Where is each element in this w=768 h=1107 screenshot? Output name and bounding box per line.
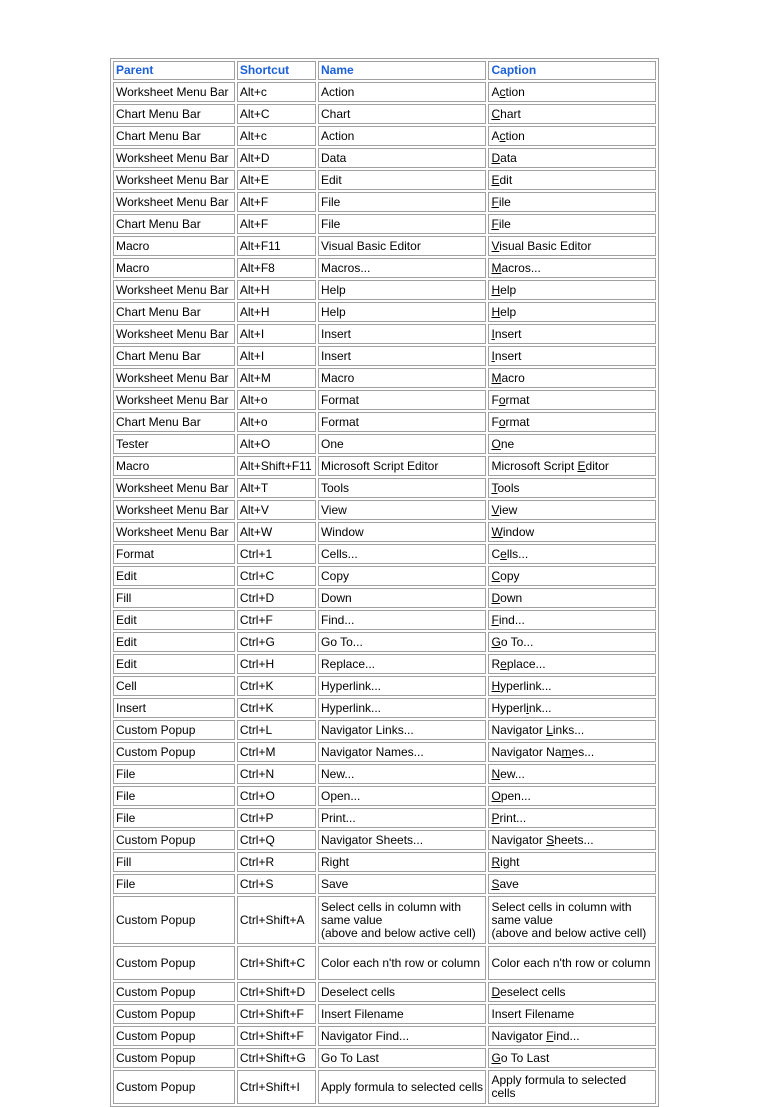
cell-name: Insert: [318, 324, 487, 344]
cell-shortcut: Ctrl+K: [237, 698, 316, 718]
table-row: [113, 852, 656, 872]
accelerator-key: S: [546, 832, 555, 847]
cell-shortcut: Alt+C: [237, 104, 316, 124]
cell-name: Save: [318, 874, 487, 894]
cell-parent: Insert: [113, 698, 235, 718]
cell-name: Navigator Sheets...: [318, 830, 487, 850]
cell-caption: Insert Filename: [488, 1004, 656, 1024]
accelerator-key: S: [491, 876, 500, 891]
table-row: [113, 500, 656, 520]
cell-name: Hyperlink...: [318, 698, 487, 718]
accelerator-key: F: [546, 1028, 554, 1043]
cell-shortcut: Alt+c: [237, 82, 316, 102]
cell-shortcut: Ctrl+S: [237, 874, 316, 894]
cell-parent: File: [113, 764, 235, 784]
accelerator-key: F: [491, 194, 499, 209]
cell-shortcut: Ctrl+L: [237, 720, 316, 740]
cell-shortcut: Ctrl+Shift+F: [237, 1004, 316, 1024]
table-row: [113, 434, 656, 454]
cell-caption: Apply formula to selected cells: [488, 1070, 656, 1104]
cell-shortcut: Alt+T: [237, 478, 316, 498]
cell-caption: Print...: [488, 808, 656, 828]
cell-name: Open...: [318, 786, 487, 806]
cell-parent: Worksheet Menu Bar: [113, 280, 235, 300]
accelerator-key: T: [491, 480, 498, 495]
cell-parent: Custom Popup: [113, 830, 235, 850]
header-name: Name: [318, 61, 487, 80]
cell-name: Action: [318, 126, 487, 146]
table-row: [113, 742, 656, 762]
cell-parent: File: [113, 808, 235, 828]
cell-caption: Color each n'th row or column: [488, 946, 656, 980]
table-row: [113, 720, 656, 740]
accelerator-key: M: [491, 260, 502, 275]
accelerator-key: m: [561, 744, 572, 759]
cell-name: Microsoft Script Editor: [318, 456, 487, 476]
cell-shortcut: Alt+o: [237, 390, 316, 410]
accelerator-key: I: [491, 348, 495, 363]
table-row: [113, 104, 656, 124]
accelerator-key: i: [526, 700, 529, 715]
table-row: [113, 874, 656, 894]
table-row: [113, 1048, 656, 1068]
cell-name: Navigator Find...: [318, 1026, 487, 1046]
accelerator-key: H: [491, 282, 501, 297]
cell-name: Go To...: [318, 632, 487, 652]
accelerator-key: N: [491, 766, 501, 781]
cell-parent: Custom Popup: [113, 1070, 235, 1104]
cell-name: Find...: [318, 610, 487, 630]
cell-shortcut: Ctrl+K: [237, 676, 316, 696]
cell-shortcut: Alt+H: [237, 280, 316, 300]
cell-caption: Action: [488, 126, 656, 146]
cell-shortcut: Alt+E: [237, 170, 316, 190]
cell-shortcut: Ctrl+C: [237, 566, 316, 586]
accelerator-key: C: [491, 106, 501, 121]
cell-shortcut: Ctrl+G: [237, 632, 316, 652]
cell-shortcut: Ctrl+N: [237, 764, 316, 784]
cell-name: Chart: [318, 104, 487, 124]
cell-parent: Custom Popup: [113, 1026, 235, 1046]
table-row: [113, 390, 656, 410]
cell-parent: Custom Popup: [113, 742, 235, 762]
cell-shortcut: Ctrl+M: [237, 742, 316, 762]
table-row: [113, 456, 656, 476]
cell-caption: Copy: [488, 566, 656, 586]
table-row: [113, 324, 656, 344]
table-row: [113, 764, 656, 784]
cell-caption: View: [488, 500, 656, 520]
cell-parent: Edit: [113, 632, 235, 652]
cell-name: Window: [318, 522, 487, 542]
cell-caption: File: [488, 192, 656, 212]
cell-shortcut: Ctrl+P: [237, 808, 316, 828]
table-row: [113, 676, 656, 696]
cell-caption: Macro: [488, 368, 656, 388]
cell-shortcut: Alt+I: [237, 324, 316, 344]
accelerator-key: e: [500, 656, 507, 671]
cell-shortcut: Ctrl+Shift+A: [237, 896, 316, 944]
cell-parent: Custom Popup: [113, 720, 235, 740]
table-row: [113, 192, 656, 212]
cell-caption: Navigator Names...: [488, 742, 656, 762]
table-row: [113, 258, 656, 278]
cell-name: Navigator Links...: [318, 720, 487, 740]
cell-parent: Custom Popup: [113, 896, 235, 944]
cell-name: Right: [318, 852, 487, 872]
accelerator-key: E: [491, 172, 500, 187]
table-row: [113, 126, 656, 146]
cell-parent: File: [113, 786, 235, 806]
accelerator-key: P: [491, 810, 500, 825]
cell-name: Action: [318, 82, 487, 102]
accelerator-key: o: [498, 392, 506, 407]
cell-shortcut: Alt+W: [237, 522, 316, 542]
accelerator-key: o: [498, 414, 506, 429]
cell-parent: Chart Menu Bar: [113, 412, 235, 432]
cell-parent: Custom Popup: [113, 982, 235, 1002]
cell-shortcut: Ctrl+Shift+G: [237, 1048, 316, 1068]
cell-parent: Macro: [113, 236, 235, 256]
cell-name: Help: [318, 302, 487, 322]
cell-parent: Chart Menu Bar: [113, 126, 235, 146]
cell-parent: Worksheet Menu Bar: [113, 192, 235, 212]
cell-name: File: [318, 192, 487, 212]
accelerator-key: D: [491, 150, 501, 165]
table-row: [113, 236, 656, 256]
cell-parent: Fill: [113, 852, 235, 872]
table-row: [113, 808, 656, 828]
cell-name: Select cells in column with same value (above and below active cell): [318, 896, 487, 944]
cell-parent: Edit: [113, 610, 235, 630]
cell-caption: Edit: [488, 170, 656, 190]
cell-shortcut: Ctrl+O: [237, 786, 316, 806]
cell-name: Print...: [318, 808, 487, 828]
cell-caption: Chart: [488, 104, 656, 124]
cell-shortcut: Alt+o: [237, 412, 316, 432]
cell-parent: Worksheet Menu Bar: [113, 478, 235, 498]
cell-caption: Window: [488, 522, 656, 542]
table-row: [113, 610, 656, 630]
cell-caption: Deselect cells: [488, 982, 656, 1002]
shortcut-table-container: [110, 58, 659, 1107]
table-row: [113, 1004, 656, 1024]
cell-name: Go To Last: [318, 1048, 487, 1068]
cell-caption: Help: [488, 280, 656, 300]
cell-caption: Help: [488, 302, 656, 322]
cell-shortcut: Ctrl+Shift+F: [237, 1026, 316, 1046]
cell-caption: Navigator Sheets...: [488, 830, 656, 850]
table-body: [113, 82, 656, 1104]
table-row: [113, 566, 656, 586]
cell-parent: Worksheet Menu Bar: [113, 522, 235, 542]
cell-shortcut: Alt+Shift+F11: [237, 456, 316, 476]
table-row: [113, 1026, 656, 1046]
cell-name: Tools: [318, 478, 487, 498]
cell-parent: Tester: [113, 434, 235, 454]
cell-shortcut: Alt+I: [237, 346, 316, 366]
cell-caption: Macros...: [488, 258, 656, 278]
cell-caption: Hyperlink...: [488, 698, 656, 718]
cell-parent: File: [113, 874, 235, 894]
cell-shortcut: Alt+D: [237, 148, 316, 168]
cell-caption: Go To...: [488, 632, 656, 652]
cell-caption: Open...: [488, 786, 656, 806]
table-row: [113, 214, 656, 234]
cell-shortcut: Alt+F: [237, 214, 316, 234]
cell-caption: File: [488, 214, 656, 234]
cell-parent: Chart Menu Bar: [113, 346, 235, 366]
table-row: [113, 698, 656, 718]
table-row: [113, 544, 656, 564]
cell-parent: Edit: [113, 566, 235, 586]
cell-name: Macros...: [318, 258, 487, 278]
accelerator-key: O: [491, 436, 501, 451]
cell-shortcut: Ctrl+F: [237, 610, 316, 630]
cell-name: Format: [318, 412, 487, 432]
table-row: [113, 412, 656, 432]
header-row: [113, 61, 656, 80]
cell-caption: Select cells in column with same value (above and below active cell): [488, 896, 656, 944]
cell-caption: Down: [488, 588, 656, 608]
cell-caption: Format: [488, 412, 656, 432]
table-row: [113, 786, 656, 806]
cell-shortcut: Ctrl+Shift+I: [237, 1070, 316, 1104]
cell-name: Cells...: [318, 544, 487, 564]
cell-caption: Data: [488, 148, 656, 168]
cell-shortcut: Ctrl+Q: [237, 830, 316, 850]
accelerator-key: D: [491, 984, 501, 999]
cell-parent: Worksheet Menu Bar: [113, 390, 235, 410]
cell-parent: Worksheet Menu Bar: [113, 324, 235, 344]
cell-parent: Edit: [113, 654, 235, 674]
cell-parent: Custom Popup: [113, 1048, 235, 1068]
cell-parent: Custom Popup: [113, 1004, 235, 1024]
cell-parent: Worksheet Menu Bar: [113, 500, 235, 520]
table-row: [113, 982, 656, 1002]
accelerator-key: O: [491, 788, 501, 803]
cell-caption: Microsoft Script Editor: [488, 456, 656, 476]
cell-caption: Save: [488, 874, 656, 894]
accelerator-key: D: [491, 590, 501, 605]
cell-shortcut: Alt+F: [237, 192, 316, 212]
cell-name: Navigator Names...: [318, 742, 487, 762]
cell-name: New...: [318, 764, 487, 784]
accelerator-key: V: [491, 238, 500, 253]
accelerator-key: c: [499, 84, 506, 99]
cell-name: Macro: [318, 368, 487, 388]
cell-name: Format: [318, 390, 487, 410]
header-caption: Caption: [488, 61, 656, 80]
header-shortcut: Shortcut: [237, 61, 316, 80]
accelerator-key: c: [499, 128, 506, 143]
cell-caption: One: [488, 434, 656, 454]
cell-caption: Cells...: [488, 544, 656, 564]
cell-caption: Action: [488, 82, 656, 102]
cell-parent: Worksheet Menu Bar: [113, 368, 235, 388]
cell-shortcut: Alt+H: [237, 302, 316, 322]
accelerator-key: I: [491, 326, 495, 341]
table-row: [113, 82, 656, 102]
cell-name: File: [318, 214, 487, 234]
cell-caption: Replace...: [488, 654, 656, 674]
accelerator-key: G: [491, 1050, 501, 1065]
cell-parent: Macro: [113, 456, 235, 476]
cell-name: Copy: [318, 566, 487, 586]
cell-shortcut: Alt+O: [237, 434, 316, 454]
cell-shortcut: Ctrl+D: [237, 588, 316, 608]
cell-name: Color each n'th row or column: [318, 946, 487, 980]
shortcut-table: [110, 58, 659, 1107]
table-row: [113, 654, 656, 674]
cell-caption: Navigator Links...: [488, 720, 656, 740]
cell-name: Help: [318, 280, 487, 300]
cell-caption: Insert: [488, 346, 656, 366]
cell-parent: Chart Menu Bar: [113, 214, 235, 234]
cell-shortcut: Ctrl+Shift+C: [237, 946, 316, 980]
table-row: [113, 896, 656, 944]
table-row: [113, 632, 656, 652]
accelerator-key: F: [491, 216, 499, 231]
cell-name: Insert Filename: [318, 1004, 487, 1024]
cell-name: Hyperlink...: [318, 676, 487, 696]
table-row: [113, 346, 656, 366]
cell-name: Deselect cells: [318, 982, 487, 1002]
cell-name: Edit: [318, 170, 487, 190]
accelerator-key: G: [491, 634, 501, 649]
table-row: [113, 148, 656, 168]
accelerator-key: M: [491, 370, 502, 385]
cell-parent: Worksheet Menu Bar: [113, 170, 235, 190]
cell-shortcut: Ctrl+Shift+D: [237, 982, 316, 1002]
table-row: [113, 368, 656, 388]
accelerator-key: C: [491, 568, 501, 583]
cell-name: Replace...: [318, 654, 487, 674]
cell-parent: Worksheet Menu Bar: [113, 82, 235, 102]
cell-caption: Tools: [488, 478, 656, 498]
cell-parent: Fill: [113, 588, 235, 608]
accelerator-key: R: [491, 854, 501, 869]
cell-parent: Worksheet Menu Bar: [113, 148, 235, 168]
table-row: [113, 522, 656, 542]
cell-name: Down: [318, 588, 487, 608]
table-row: [113, 302, 656, 322]
table-row: [113, 1070, 656, 1104]
cell-name: One: [318, 434, 487, 454]
cell-parent: Macro: [113, 258, 235, 278]
accelerator-key: W: [491, 524, 503, 539]
accelerator-key: L: [546, 722, 553, 737]
cell-shortcut: Alt+F8: [237, 258, 316, 278]
cell-shortcut: Alt+V: [237, 500, 316, 520]
cell-caption: Format: [488, 390, 656, 410]
cell-caption: Insert: [488, 324, 656, 344]
accelerator-key: F: [491, 612, 499, 627]
accelerator-key: E: [577, 458, 586, 473]
cell-shortcut: Ctrl+H: [237, 654, 316, 674]
cell-caption: Find...: [488, 610, 656, 630]
cell-parent: Chart Menu Bar: [113, 302, 235, 322]
table-row: [113, 830, 656, 850]
cell-caption: Right: [488, 852, 656, 872]
cell-name: View: [318, 500, 487, 520]
cell-caption: Hyperlink...: [488, 676, 656, 696]
cell-caption: Visual Basic Editor: [488, 236, 656, 256]
accelerator-key: H: [491, 678, 501, 693]
accelerator-key: H: [491, 304, 501, 319]
cell-shortcut: Alt+M: [237, 368, 316, 388]
table-row: [113, 946, 656, 980]
cell-parent: Cell: [113, 676, 235, 696]
table-row: [113, 588, 656, 608]
cell-parent: Chart Menu Bar: [113, 104, 235, 124]
cell-name: Apply formula to selected cells: [318, 1070, 487, 1104]
cell-name: Insert: [318, 346, 487, 366]
table-row: [113, 170, 656, 190]
accelerator-key: e: [500, 546, 507, 561]
cell-name: Visual Basic Editor: [318, 236, 487, 256]
cell-shortcut: Ctrl+1: [237, 544, 316, 564]
cell-shortcut: Ctrl+R: [237, 852, 316, 872]
table-row: [113, 280, 656, 300]
table-row: [113, 478, 656, 498]
accelerator-key: V: [491, 502, 500, 517]
cell-parent: Format: [113, 544, 235, 564]
cell-caption: New...: [488, 764, 656, 784]
cell-shortcut: Alt+c: [237, 126, 316, 146]
cell-caption: Go To Last: [488, 1048, 656, 1068]
cell-name: Data: [318, 148, 487, 168]
cell-shortcut: Alt+F11: [237, 236, 316, 256]
header-parent: Parent: [113, 61, 235, 80]
cell-caption: Navigator Find...: [488, 1026, 656, 1046]
cell-parent: Custom Popup: [113, 946, 235, 980]
